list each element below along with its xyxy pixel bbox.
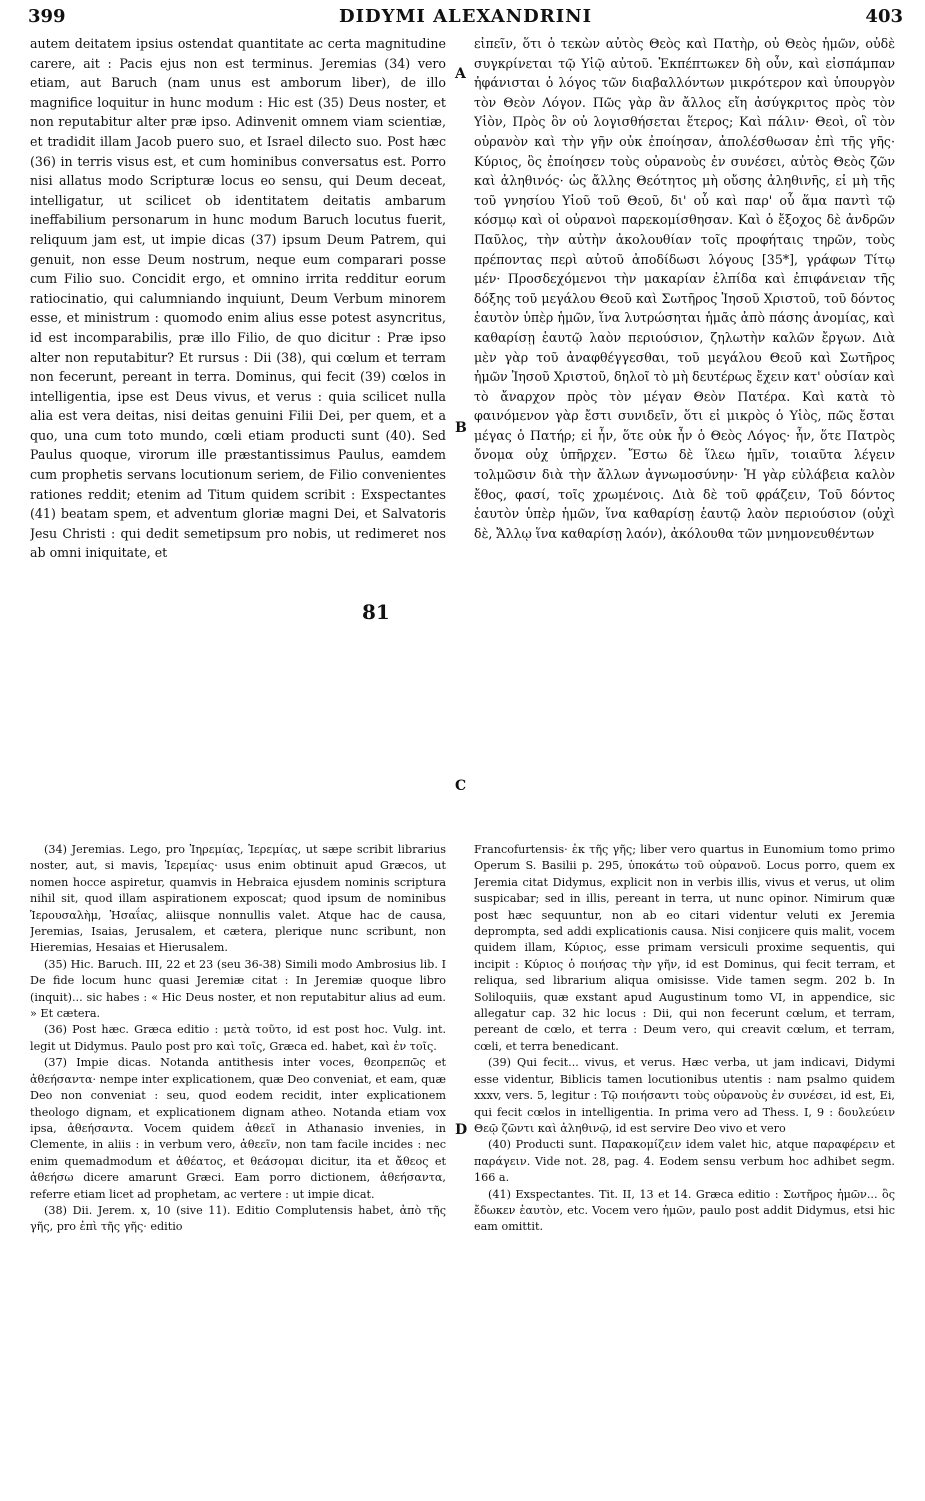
running-title: DIDYMI ALEXANDRINI [338,6,593,27]
footnote-34: (34) Jeremias. Lego, pro Ἱηρεμίας, Ἱερεμίας, ut sæpe scribit librarius noster, aut, si mavis, Ἱερεμίας· usus enim obtinuit apud Græcos, ut nomen hocce aspiretur, quamvis in Hebraica ejusdem nominis scriptura nihil sit, quod illam aspirationem exposcat; quod ipsum de nominibus Ἱερουσαλὴμ, Ἡσαΐας, aliisque nonnullis valet. Atque hac de causa, Jeremias, Isaias, Jerusalem, et cætera, plerique nunc scribunt, non Hieremias, Hesaias et Hierusalem. [30,843,446,955]
footnote-36: (36) Post hæc. Græca editio : μετὰ τοῦτο, id est post hoc. Vulg. int. legit ut Didymus. Paulo post pro καὶ τοῖς, Græca ed. habet, καὶ ἐν τοῖς. [30,1023,446,1053]
latin-column [30,34,446,830]
footnote-39: (39) Qui fecit... vivus, et verus. Hæc verba, ut jam indicavi, Didymi esse videntur, Biblicis tamen locutionibus utentis : nam psalmo quidem xxxv, vers. 5, legitur : Τῷ ποιήσαντι τοὺς οὐρανοὺς ἐν συνέσει, id est, Ei, qui fecit cœlos in intelligentia. In prima vero ad Thess. I, 9 : δουλεύειν Θεῷ ζῶντι καὶ ἀληθινῷ, id est servire Deo vivo et vero [474,1056,895,1135]
page-number-right: 403 [865,6,903,27]
footnote-35: (35) Hic. Baruch. III, 22 et 23 (seu 36-38) Simili modo Ambrosius lib. I De fide locum hunc quasi Jeremiæ citat : In Jeremiæ quoque libro (inquit)... sic habes : « Hic Deus noster, et non reputabitur alius ad eum. » Et cætera. [30,957,446,1021]
latin-text: autem deitatem ipsius ostendat quantitate ac certa magnitudine carere, ait : Pacis ejus non est terminus. Jeremias (34) vero etiam, aut Baruch (nam unus est amborum liber), de illo magnifice loquitur in hunc modum : Hic est (35) Deus noster, et non reputabitur alter præ ipso. Adinvenit omnem viam scientiæ, et tradidit illam Jacob puero suo, et Israel dilecto suo. Post hæc (36) in terris visus est, et cum hominibus conversatus est. Porro nisi allatus modo Scripturæ locus eo sensu, qui Deum deceat, intelligatur, ut scilicet ob identitatem deitatis ambarum ineffabilium personarum in hunc modum Baruch locutus fuerit, reliquum jam est, ut impie dicas (37) ipsum Deum Patrem, qui genuit, non esse Deum nostrum, neque eum comparari posse cum Filio suo. Concidit ergo, et omnino irrita redditur eorum ratiocinatio, qui calumniando inquiunt, Deum Verbum minorem esse, et ministrum : quomodo enim alius esse potest asyncritus, id est incomparabilis, præ illo Filio, de quo dicitur : Præ ipso alter non reputabitur? Et rursus : Dii (38), qui cœlum et terram non fecerunt, pereant in terra. Dominus, qui fecit (39) cœlos in intelligentia, ipse est Deus vivus, et verus : quia scilicet nulla alia est vera deitas, nisi deitas genuini Filii Dei, per quem, et a quo, una cum toto mundo, cœli etiam producti sunt (40). Sed Paulus quoque, virorum ille præstantissimus Paulus, eamdem cum prophetis servans locutionum seriem, de Filio convenientes rationes reddit; etenim ad Titum quidem scribit : Exspectantes (41) beatam spem, et adventum gloriæ magni Dei, et Salvatoris Jesu Christi : qui dedit semetipsum pro nobis, ut redimeret nos ab omni iniquitate, et [30,36,446,561]
margin-marker-c: C [455,778,467,794]
margin-marker-b: B [455,420,467,436]
footnote-40: (40) Producti sunt. Παρακομίζειν idem valet hic, atque παραφέρειν et παράγειν. Vide not. 28, pag. 4. Eodem sensu verbum hoc adhibet segm. 166 a. [474,1138,895,1185]
running-header [28,4,903,30]
margin-marker-a: A [455,66,466,82]
page-number-left: 399 [28,6,66,27]
footnotes-left [30,842,446,1492]
footnote-37: (37) Impie dicas. Notanda antithesis inter voces, θεοπρεπῶς et ἀθεήσαντα· nempe inter explicationem, quæ Deo conveniat, et eam, quæ Deo non conveniat : seu, quod eodem recidit, inter explicationem theologo dignam, et explicationem dignam atheo. Notanda etiam vox ipsa, ἀθεήσαντα. Vocem quidem ἀθεεῖ in Athanasio invenies, in Clemente, in aliis : in verbum vero, ἀθεεῖν, non tam facile incides : nec enim quemadmodum et ἀθέατος, et θεάσομαι dicitur, ita et ἄθεος et ἀθεήσω dicere amarunt Græci. Eam porro dictionem, ἀθεήσαντα, referre etiam licet ad prophetam, ac vertere : ut impie dicat. [30,1056,446,1201]
footnote-38: (38) Dii. Jerem. x, 10 (sive 11). Editio Complutensis habet, ἀπὸ τῆς γῆς, pro ἐπὶ τῆς γῆς· editio [30,1203,446,1234]
footnotes-right [474,842,895,1492]
margin-marker-d: D [455,1122,468,1138]
footnote-38-continued: Francofurtensis· ἐκ τῆς γῆς; liber vero quartus in Eunomium tomo primo Operum S. Basilii p. 295, ὑποκάτω τοῦ οὐρανοῦ. Locus porro, quem ex Jeremia citat Didymus, explicit non in verbis illis, vivus et verus, ut olim suspicabar; sed in illis, pereant in terra, ut nunc opinor. Nimirum quæ post hæc sequuntur, non ab eo citari videntur veluti ex Jeremia deprompta, sed addi explicationis causa. Nisi conjicere quis malit, vocem quidem illam, Κύριος, esse primam versiculi proxime sequentis, qui incipit : Κύριος ὁ ποιήσας τὴν γῆν, id est Dominus, qui fecit terram, et reliqua, sed librarium aliqua omisisse. Vide tamen segm. 202 b. In Soliloquiis, quæ exstant apud Augustinum tomo VI, in appendice, sic allegatur cap. 32 hic locus : Dii, qui non fecerunt cœlum, et terram, pereant de cœlo, et terra : Deum vero, qui creavit cœlum, et terram, cœli, et terra benedicant. [474,843,895,1053]
side-section-number: 81 [362,600,390,624]
greek-text: εἰπεῖν, ὅτι ὁ τεκὼν αὐτὸς Θεὸς καὶ Πατὴρ, οὐ Θεὸς ἡμῶν, οὐδὲ συγκρίνεται τῷ Υἱῷ αὐτοῦ. Ἐκπέπτωκεν δὴ οὖν, καὶ εἰσπάμπαν ἠφάνισται ὁ λόγος τῶν διαβαλλόντων μικρότερον καὶ ὑπουργὸν τὸν Θεὸν Λόγον. Πῶς γὰρ ἂν ἄλλος εἴη ἀσύγκριτος πρὸς τὸν Υἱὸν, Πρὸς ὃν οὐ λογισθήσεται ἕτερος; Καὶ πάλιν· Θεοὶ, οἳ τὸν οὐρανὸν καὶ τὴν γῆν οὐκ ἐποίησαν, ἀπολέσθωσαν ἐπὶ τῆς γῆς· Κύριος, ὃς ἐποίησεν τοὺς οὐρανοὺς ἐν συνέσει, αὐτὸς Θεὸς ζῶν καὶ ἀληθινός· ὡς ἄλλης Θεότητος μὴ οὔσης ἀληθινῆς, εἰ μὴ τῆς τοῦ γνησίου Υἱοῦ τοῦ Θεοῦ, δι' οὗ καὶ παρ' οὗ ἅμα παντὶ τῷ κόσμῳ καὶ οἱ οὐρανοὶ παρεκομίσθησαν. Καὶ ὁ ἔξοχος δὲ ἀνδρῶν Παῦλος, τὴν αὐτὴν ἀκολουθίαν τοῖς προφήταις τηρῶν, τοὺς πρέποντας περὶ αὐτοῦ ἀποδίδωσι λόγους [35*], γράφων Τίτῳ μέν· Προσδεχόμενοι τὴν μακαρίαν ἐλπίδα καὶ ἐπιφάνειαν τῆς δόξης τοῦ μεγάλου Θεοῦ καὶ Σωτῆρος Ἰησοῦ Χριστοῦ, τοῦ δόντος ἑαυτὸν ὑπὲρ ἡμῶν, ἵνα λυτρώσηται ἡμᾶς ἀπὸ πάσης ἀνομίας, καὶ καθαρίσῃ ἑαυτῷ λαὸν περιούσιον, ζηλωτὴν καλῶν ἔργων. Διὰ μὲν γὰρ τοῦ ἀναφθέγγεσθαι, τοῦ μεγάλου Θεοῦ καὶ Σωτῆρος ἡμῶν Ἰησοῦ Χριστοῦ, δηλοῖ τὸ μὴ δευτέρως ἔχειν κατ' οὐσίαν καὶ τὸ ἄναρχον πρὸς τὸν μέγαν Θεὸν Πατέρα. Καὶ κατὰ τὸ φαινόμενον γὰρ ἔστι συνιδεῖν, ὅτι εἰ μικρὸς ὁ Υἱὸς, πῶς ἔσται μέγας ὁ Πατήρ; εἰ ἦν, ὅτε οὐκ ἦν ὁ Θεὸς Λόγος· ἦν, ὅτε Πατρὸς ὄνομα οὐχ ὑπῆρχεν. Ἔστω δὲ ἵλεω ἡμῖν, τοιαῦτα λέγειν τολμῶσιν διὰ τὴν ἄλλων ἀγνωμοσύνην· Ἡ γὰρ εὐλάβεια καλὸν ἔθος, φασί, τοῖς χρωμένοις. Διὰ δὲ τοῦ φράζειν, Τοῦ δόντος ἑαυτὸν ὑπὲρ ἡμῶν, ἵνα καθαρίσῃ ἑαυτῷ λαὸν περιούσιον (οὐχὶ δὲ, Ἄλλῳ ἵνα καθαρίσῃ λαόν), ἀκόλουθα τῶν μνημονευθέντων [474,36,895,541]
footnote-41: (41) Exspectantes. Tit. II, 13 et 14. Græca editio : Σωτῆρος ἡμῶν... ὃς ἔδωκεν ἑαυτὸν, etc. Vocem vero ἡμῶν, paulo post addit Didymus, etsi hic eam omittit. [474,1187,895,1234]
greek-column [474,34,895,830]
